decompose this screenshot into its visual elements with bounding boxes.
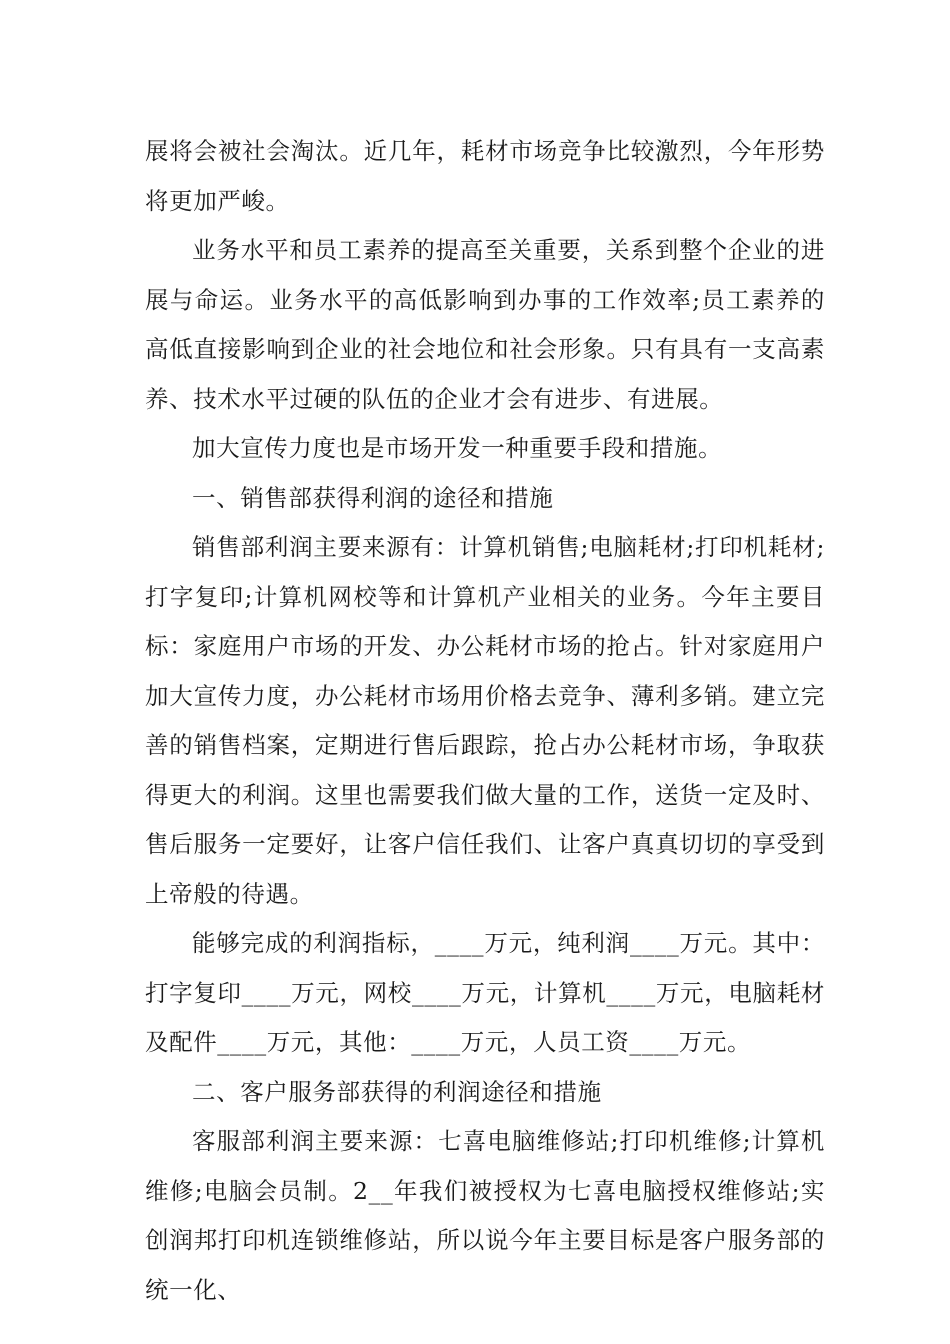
section-heading: 二、客户服务部获得的利润途径和措施 bbox=[192, 1077, 602, 1106]
paragraph: 能够完成的利润指标，____万元，纯利润____万元。其中：打字复印____万元，网校____万元，计算机____万元，电脑耗材及配件____万元，其他：____万元，人员工资____万元。 bbox=[145, 929, 825, 1056]
paragraph: 客服部利润主要来源：七喜电脑维修站;打印机维修;计算机维修;电脑会员制。2__年我们被授权为七喜电脑授权维修站;实创润邦打印机连锁维修站，所以说今年主要目标是客户服务部的统一化、 bbox=[145, 1127, 825, 1304]
paragraph: 加大宣传力度也是市场开发一种重要手段和措施。 bbox=[192, 434, 723, 462]
paragraph: 展将会被社会淘汰。近几年，耗材市场竞争比较激烈，今年形势将更加严峻。 bbox=[145, 137, 825, 215]
section-heading: 一、销售部获得利润的途径和措施 bbox=[192, 483, 554, 512]
paragraph: 业务水平和员工素养的提高至关重要，关系到整个企业的进展与命运。业务水平的高低影响到办事的工作效率;员工素养的高低直接影响到企业的社会地位和社会形象。只有具有一支高素养、技术水平过硬的队伍的企业才会有进步、有进展。 bbox=[145, 236, 825, 413]
paragraph: 销售部利润主要来源有：计算机销售;电脑耗材;打印机耗材;打字复印;计算机网校等和计算机产业相关的业务。今年主要目标：家庭用户市场的开发、办公耗材市场的抢占。针对家庭用户加大宣传力度，办公耗材市场用价格去竞争、薄利多销。建立完善的销售档案，定期进行售后跟踪，抢占办公耗材市场，争取获得更大的利润。这里也需要我们做大量的工作，送货一定及时、售后服务一定要好，让客户信任我们、让客户真真切切的享受到上帝般的待遇。 bbox=[145, 533, 825, 908]
document-body bbox=[145, 127, 825, 1315]
